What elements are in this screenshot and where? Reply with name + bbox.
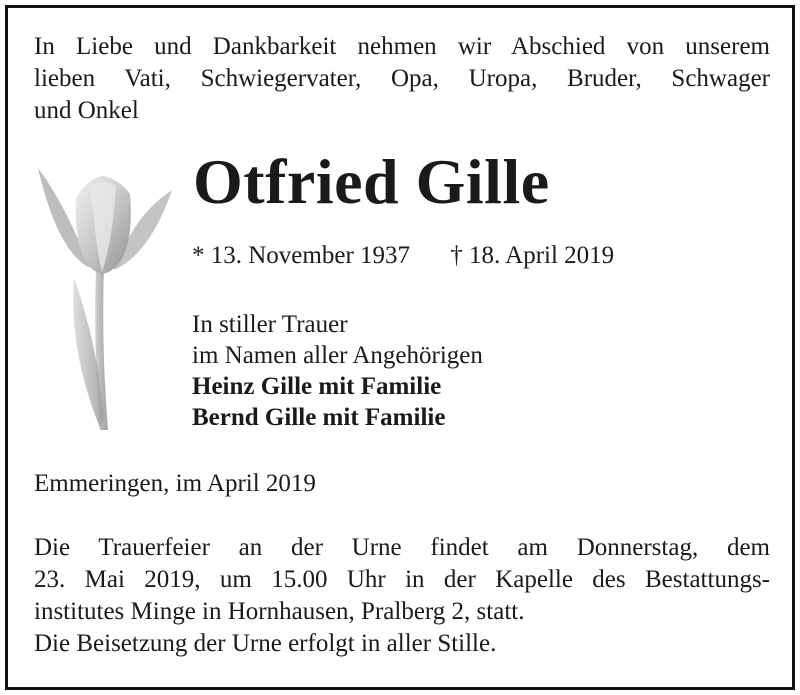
ceremony-line: Die Trauerfeier an der Urne findet am Donnerstag, dem: [34, 534, 770, 561]
mourning-line: im Namen aller Angehörigen: [192, 342, 483, 369]
ceremony-text: [34, 532, 770, 660]
tulip-icon: [30, 158, 180, 438]
mourning-line: In stiller Trauer: [192, 311, 348, 338]
place-date: Emmeringen, im April 2019: [34, 470, 316, 497]
intro-line: In Liebe und Dankbarkeit nehmen wir Abschied von unserem: [34, 33, 770, 60]
death-date: † 18. April 2019: [450, 242, 615, 269]
mourners-block: [192, 309, 483, 433]
ceremony-line: institutes Minge in Hornhausen, Pralberg 2, statt.: [34, 598, 525, 625]
intro-text: [34, 31, 770, 127]
family-name: Heinz Gille mit Familie: [192, 373, 442, 400]
deceased-name: Otfried Gille: [193, 146, 550, 217]
intro-line: und Onkel: [34, 97, 139, 124]
intro-line: lieben Vati, Schwiegervater, Opa, Uropa, Bruder, Schwager: [34, 65, 770, 92]
ceremony-line: 23. Mai 2019, um 15.00 Uhr in der Kapelle des Bestattungs-: [34, 566, 770, 593]
ceremony-line: Die Beisetzung der Urne erfolgt in aller Stille.: [34, 630, 497, 657]
life-dates: [192, 240, 614, 272]
family-name: Bernd Gille mit Familie: [192, 404, 446, 431]
birth-date: * 13. November 1937: [192, 242, 411, 269]
